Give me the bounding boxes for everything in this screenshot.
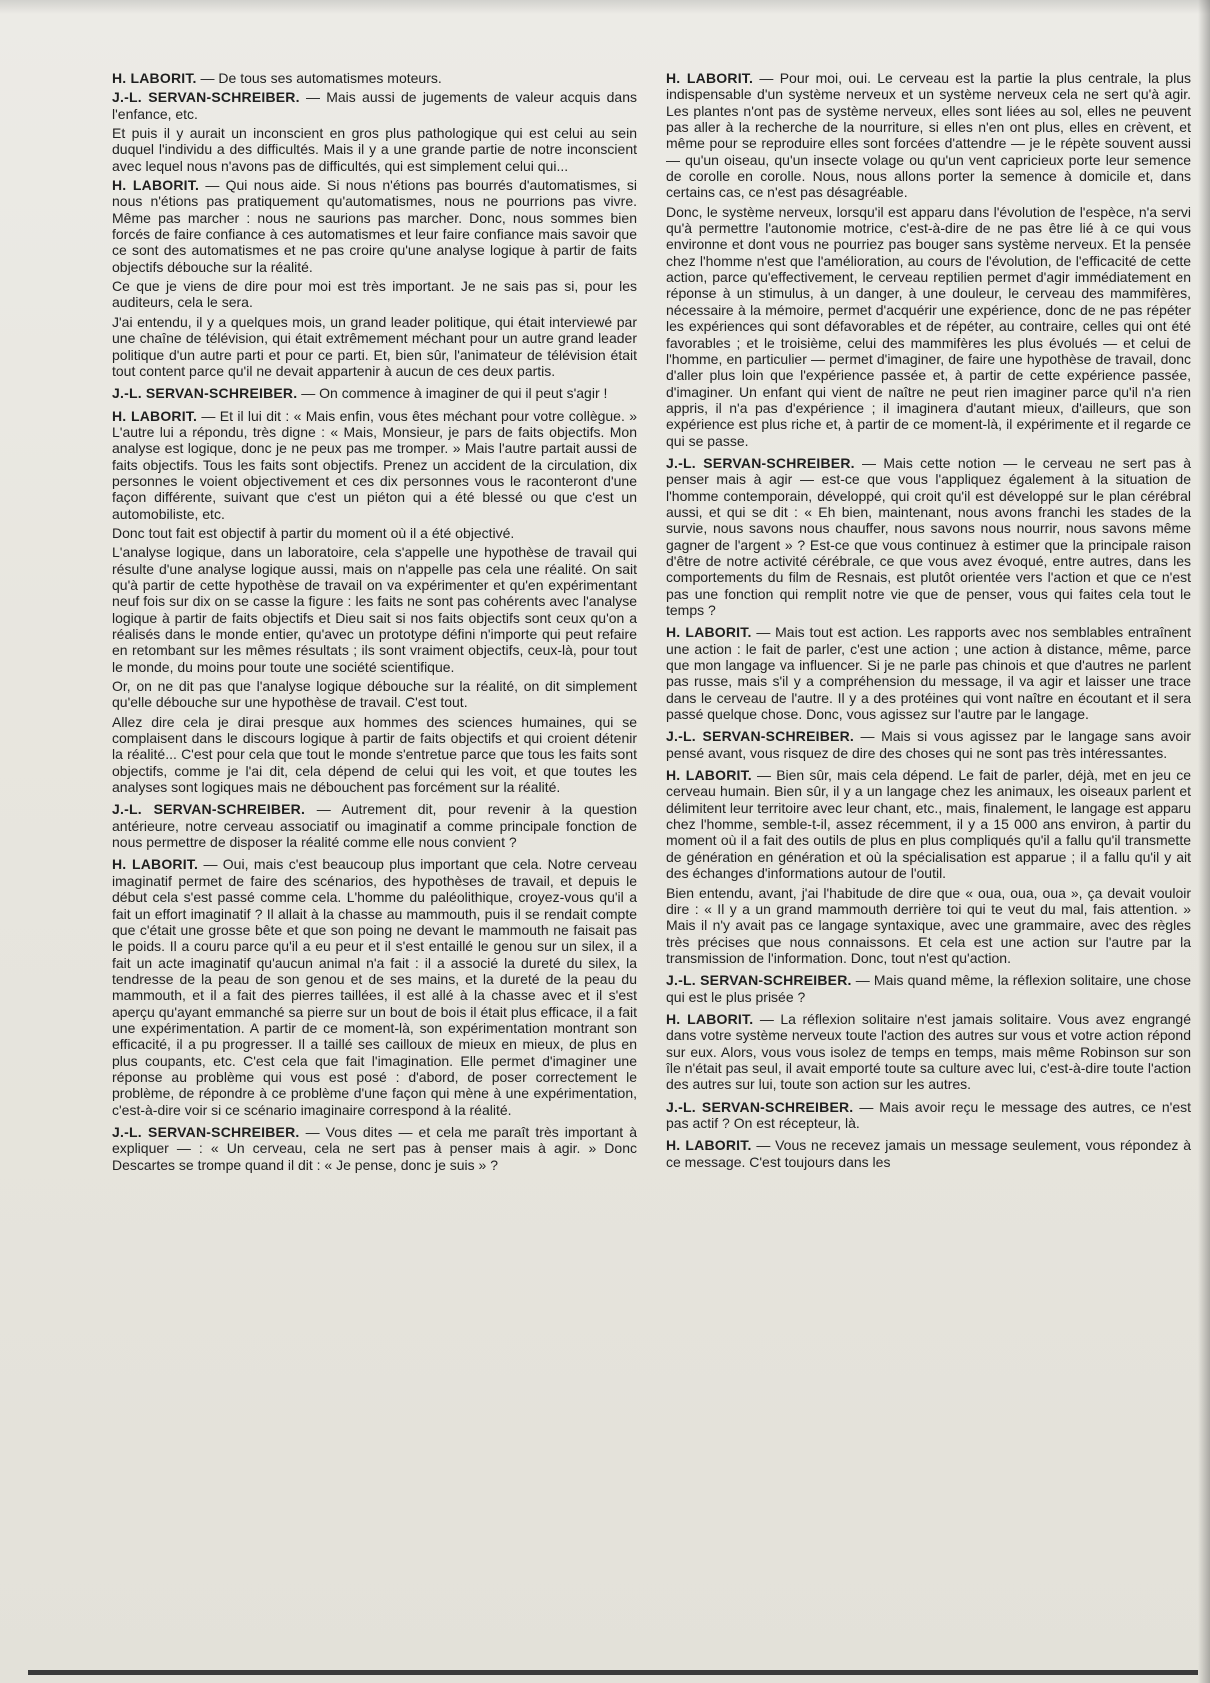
paragraph-l6 xyxy=(112,314,637,379)
paragraph-text: L'analyse logique, dans un laboratoire, cela s'appelle une hypothèse de travail qui résulte d'une analyse logique aussi, mais on n'appelle pas cela une réalité. On sait qu'à partir de cette hypothèse de travail on va expérimenter et qu'en expérimentant neuf fois sur dix on se casse la figure : les faits ne sont pas cohérents avec l'analyse logique à partir de faits objectifs et Dieu sait si nos faits objectifs sont ceux qu'on a réalisés dans le monde entier, qu'avec un prototype défini n'importe qui peut refaire en retombant sur les mêmes résultats ; ils sont vraiment objectifs, ceux-là, pour tout le monde, du moins pour toute une société scientifique. xyxy=(112,544,637,675)
bottom-rule xyxy=(28,1670,1198,1675)
page-binding-shadow xyxy=(1198,0,1210,1683)
paragraph-text: — La réflexion solitaire n'est jamais solitaire. Vous avez engrangé dans votre système nerveux toute l'action des autres sur vous et votre action répond sur eux. Alors, vous vous isolez de temps en temps, mais même Robinson sur son île n'était pas seul, il avait emporté toute sa culture avec lui, c'est-à-dire toute l'action des autres sur lui, toute son action sur les autres. xyxy=(666,1010,1191,1093)
paragraph-text: — Mais tout est action. Les rapports avec nos semblables entraînent une action : le fait de parler, c'est une action ; une action à distance, même, parce que mon langage va influencer. Si je ne parle pas chinois et que d'autres ne parlent pas russe, mais s'il y a compréhension du message, il va agir et laisser une trace dans le cerveau de l'autre. Il y a des protéines qui vont naître en écoutant et il sera passé quelque chose. Donc, vous agissez sur l'autre par le langage. xyxy=(666,624,1191,723)
speaker-name: H. LABORIT. xyxy=(666,70,754,86)
speaker-name: H. LABORIT. xyxy=(112,177,200,194)
paragraph-r9 xyxy=(666,1011,1191,1093)
paragraph-text: — Mais cette notion — le cerveau ne sert pas à penser mais à agir — est-ce que vous l'appliquez également à la situation de l'homme contemporain, développé, qui croit qu'il est développé sur le plan cérébral aussi, et qui se dit : « Eh bien, maintenant, nous avons franchi les stades de la survie, nous savons nous chauffer, nous savons nous nourrir, nous savons même gagner de l'argent » ? Est-ce que vous continuez à estimer que la principale raison d'être de notre activité cérébrale, ce que vous avez évoqué, entre autres, dans les comportements du film de Resnais, est plutôt orientée vers l'action et que ce n'est pas une fonction qui remplit notre vie que de penser, vous qui faites cela tout le temps ? xyxy=(666,454,1191,618)
paragraph-text: — Et il lui dit : « Mais enfin, vous êtes méchant pour votre collègue. » L'autre lui a répondu, très digne : « Mais, Monsieur, je pars de faits objectifs. Mon analyse est logique, donc je ne peux pas me tromper. » Mais l'autre partait aussi de faits objectifs. Tous les faits sont objectifs. Prenez un accident de la circulation, dix personnes le voient objectivement et ces dix personnes vous le raconteront d'une façon différente, suivant que c'est un piéton qui a été blessé ou que c'est un automobiliste, etc. xyxy=(112,407,637,522)
paragraph-text: — Mais si vous agissez par le langage sans avoir pensé avant, vous risquez de dire des choses qui ne sont pas très intéressantes. xyxy=(666,728,1191,761)
speaker-name: H. LABORIT. xyxy=(112,407,198,424)
paragraph-l5 xyxy=(112,278,637,311)
paragraph-text: — De tous ses automatismes moteurs. xyxy=(196,70,442,86)
paragraph-text: Ce que je viens de dire pour moi est très important. Je ne sais pas si, pour les auditeurs, cela le sera. xyxy=(112,278,637,311)
paragraph-text: — Mais avoir reçu le message des autres, ce n'est pas actif ? On est récepteur, là. xyxy=(666,1098,1191,1131)
paragraph-l2 xyxy=(112,89,637,122)
paragraph-text: — Mais aussi de jugements de valeur acquis dans l'enfance, etc. xyxy=(112,89,637,122)
speaker-name: H. LABORIT. xyxy=(112,70,197,86)
paragraph-l15 xyxy=(112,1124,637,1173)
paragraph-text: Allez dire cela je dirai presque aux hommes des sciences humaines, qui se complaisent dans le discours logique à partir de faits objectifs et qui croient détenir la réalité... C'est pour cela que tout le monde s'entretue parce que tous les faits sont objectifs, comme je l'ai dit, cela dépend de celui qui les voit, et que toutes les analyses sont logiques mais ne débouchent pas forcément sur la réalité. xyxy=(112,713,637,796)
paragraph-text: — Autrement dit, pour revenir à la question antérieure, notre cerveau associatif ou imaginatif a comme principale fonction de nous permettre de disposer la réalité comme elle nous convient ? xyxy=(112,801,637,851)
paragraph-text: — Oui, mais c'est beaucoup plus important que cela. Notre cerveau imaginatif permet de faire des scénarios, des hypothèses de travail, et depuis le début cela s'est passé comme cela. L'homme du paléolithique, croyez-vous qu'il a fait un effort imaginatif ? Il allait à la chasse au mammouth, puis il se rendait compte que c'était une grosse bête et que son poing ne devant le mammouth ne faisait pas le poids. Il a couru parce qu'il a eu peur et il s'est entaillé le genou sur un silex, il a fait un acte imaginatif qu'aucun animal n'a fait : il a associé la dureté du silex, la tendresse de la peau de son genou et de ses mains, et la dureté de la peau du mammouth, et il a fait des pierres taillées, il est allé à la chasse avec et il s'est aperçu qu'ayant emmanché sa pierre sur un bout de bois il était plus efficace, il a fait une expérimentation. A partir de ce moment-là, son expérimentation montrant son efficacité, il a pu progresser. Il a taillé ses cailloux de mieux en mieux, de plus en plus coupants, etc. C'est cela que fait l'imagination. Elle permet d'imaginer une réponse au problème qui vous est posé : d'abord, de poser correctement le problème, de répondre à ce problème d'une façon qui mène à une expérimentation, c'est-à-dire voir si ce scénario imaginaire correspond à la réalité. xyxy=(112,856,637,1118)
speaker-name: H. LABORIT. xyxy=(666,767,752,784)
speaker-name: J.-L. SERVAN-SCHREIBER. xyxy=(112,801,306,818)
speaker-name: J.-L. SERVAN-SCHREIBER. xyxy=(666,1098,854,1115)
paragraph-l9 xyxy=(112,525,637,541)
paragraph-text: Et puis il y aurait un inconscient en gros plus pathologique qui est celui au sein duquel l'individu a des difficultés. Mais il y a une grande partie de notre inconscient avec lequel nous n'avons pas de difficultés, qui est simplement celui qui... xyxy=(112,125,637,174)
speaker-name: J.-L. SERVAN-SCHREIBER. xyxy=(112,1123,300,1140)
paragraph-text: — On commence à imaginer de qui il peut s'agir ! xyxy=(297,385,608,402)
paragraph-text: — Bien sûr, mais cela dépend. Le fait de parler, déjà, met en jeu ce cerveau humain. Bien sûr, il y a un langage chez les animaux, les oiseaux parlent et délimitent leur territoire avec leur chant, etc., mais, finalement, le langage est apparu chez l'homme, semble-t-il, assez récemment, il y a 15 000 ans environ, à partir du moment où il a fait des outils de plus en plus compliqués qu'il a fallu qu'il transmette de génération en génération et où la spécialisation est apparue ; il a fallu qu'il y ait des échanges d'informations autour de l'outil. xyxy=(666,767,1191,882)
paragraph-text: — Pour moi, oui. Le cerveau est la partie la plus centrale, la plus indispensable d'un système nerveux et un système nerveux cela ne sert qu'à agir. Les plantes n'ont pas de système nerveux, elles sont liées au sol, elles ne peuvent pas aller à la recherche de la nourriture, si elles n'en ont plus, elles en crèvent, et même pour se reproduire elles sont forcées d'attendre — je le répète souvent aussi — qu'un oiseau, qu'un insecte volage ou qu'un vent capricieux porte leur semence de corolle en corolle. Nous, nous allons porter la semence à domicile et, dans certains cas, ce n'est pas désagréable. xyxy=(666,70,1191,201)
speaker-name: J.-L. SERVAN-SCHREIBER. xyxy=(666,454,855,471)
speaker-name: J.-L. SERVAN-SCHREIBER. xyxy=(666,728,854,745)
speaker-name: H. LABORIT. xyxy=(666,1010,754,1027)
paragraph-r11 xyxy=(666,1137,1191,1170)
paragraph-l3 xyxy=(112,125,637,174)
paragraph-l10 xyxy=(112,544,637,675)
paragraph-text: Donc tout fait est objectif à partir du moment où il a été objectivé. xyxy=(112,524,515,541)
paragraph-l7 xyxy=(112,385,637,401)
paragraph-r10 xyxy=(666,1099,1191,1132)
paragraph-l11 xyxy=(112,678,637,711)
paragraph-r7 xyxy=(666,885,1191,967)
paragraph-r8 xyxy=(666,972,1191,1005)
paragraph-text: — Vous dites — et cela me paraît très important à expliquer — : « Un cerveau, cela ne sert pas à penser mais à agir. » Donc Descartes se trompe quand il dit : « Je pense, donc je suis » ? xyxy=(112,1123,637,1173)
paragraph-l8 xyxy=(112,408,637,522)
paragraph-l13 xyxy=(112,801,637,850)
paragraph-text: Bien entendu, avant, j'ai l'habitude de dire que « oua, oua, oua », ça devait vouloir dire : « Il y a un grand mammouth derrière toi qui te veut du mal, fais attention. » Mais il n'y avait pas ce langage syntaxique, avec une grammaire, avec des règles très précises que nous connaissons. Et cela est une action sur l'autre par la transmission de l'information. Donc, tout n'est qu'action. xyxy=(666,884,1191,966)
paragraph-text: — Mais quand même, la réflexion solitaire, une chose qui est le plus prisée ? xyxy=(666,972,1191,1005)
speaker-name: J.-L. SERVAN-SCHREIBER. xyxy=(112,385,298,402)
paragraph-text: — Qui nous aide. Si nous n'étions pas bourrés d'automatismes, si nous n'étions pas pratiquement qu'automatismes, nous ne pourrions pas vivre. Même pas marcher : nous ne saurions pas marcher. Donc, nous sommes bien forcés de faire confiance à ces automatismes et leur faire confiance mais savoir que ce sont des automatismes et ne pas croire qu'une analyse logique à partir de faits objectifs débouche sur la réalité. xyxy=(112,177,637,275)
speaker-name: J.-L. SERVAN-SCHREIBER. xyxy=(112,89,300,106)
paragraph-r6 xyxy=(666,767,1191,881)
paragraph-l12 xyxy=(112,714,637,796)
paragraph-r5 xyxy=(666,728,1191,761)
speaker-name: H. LABORIT. xyxy=(666,624,752,641)
page-top-shadow xyxy=(0,0,1210,14)
paragraph-text: — Vous ne recevez jamais un message seulement, vous répondez à ce message. C'est toujours dans les xyxy=(666,1137,1191,1170)
speaker-name: H. LABORIT. xyxy=(666,1137,752,1154)
right-column xyxy=(666,70,1191,1173)
paragraph-r3 xyxy=(666,455,1191,618)
paragraph-text: Donc, le système nerveux, lorsqu'il est apparu dans l'évolution de l'espèce, n'a servi qu'à permettre l'autonomie motrice, c'est-à-dire de ne pas être lié à ce qui vous environne et dont vous ne pourriez pas bouger sans système nerveux. Et la pensée chez l'homme n'est que l'amélioration, au cours de l'évolution, de l'efficacité de cette action, parce qu'effectivement, le cerveau reptilien permet d'agir immédiatement en réponse à un stimulus, à un danger, à une douleur, le cerveau des mammifères, nécessaire à la mémoire, permet d'acquérir une expérience, donc de ne pas répéter les expériences qui sont défavorables et de répéter, au contraire, celles qui ont été favorables ; et le troisième, celui des mammifères les plus évolués — et celui de l'homme, en particulier — permet d'imaginer, de faire une hypothèse de travail, donc d'aller plus loin que l'expérience passée et, à partir de cette expérience passée, d'imaginer. Un enfant qui vient de naître ne peut rien imaginer parce qu'il n'a rien appris, il n'a pas d'expérience ; il imaginera d'autant mieux, d'ailleurs, que son expérience est plus riche et, à partir de ce moment-là, il expérimente et il regarde ce qui se passe. xyxy=(666,203,1191,449)
speaker-name: H. LABORIT. xyxy=(112,856,199,873)
paragraph-r4 xyxy=(666,624,1191,722)
paragraph-r1 xyxy=(666,70,1191,201)
paragraph-text: Or, on ne dit pas que l'analyse logique débouche sur la réalité, on dit simplement qu'elle débouche sur une hypothèse de travail. C'est tout. xyxy=(112,678,637,711)
paragraph-text: J'ai entendu, il y a quelques mois, un grand leader politique, qui était interviewé par une chaîne de télévision, qui était extrêmement méchant pour un autre grand leader politique d'un autre parti et pour ce parti. Et, bien sûr, l'animateur de télévision était tout content parce qu'il ne devait appartenir à aucun de ces deux partis. xyxy=(112,313,637,379)
left-column xyxy=(112,70,637,1176)
paragraph-r2 xyxy=(666,204,1191,449)
paragraph-l4 xyxy=(112,177,637,275)
speaker-name: J.-L. SERVAN-SCHREIBER. xyxy=(666,972,852,989)
paragraph-l14 xyxy=(112,856,637,1118)
paragraph-l1 xyxy=(112,70,637,86)
